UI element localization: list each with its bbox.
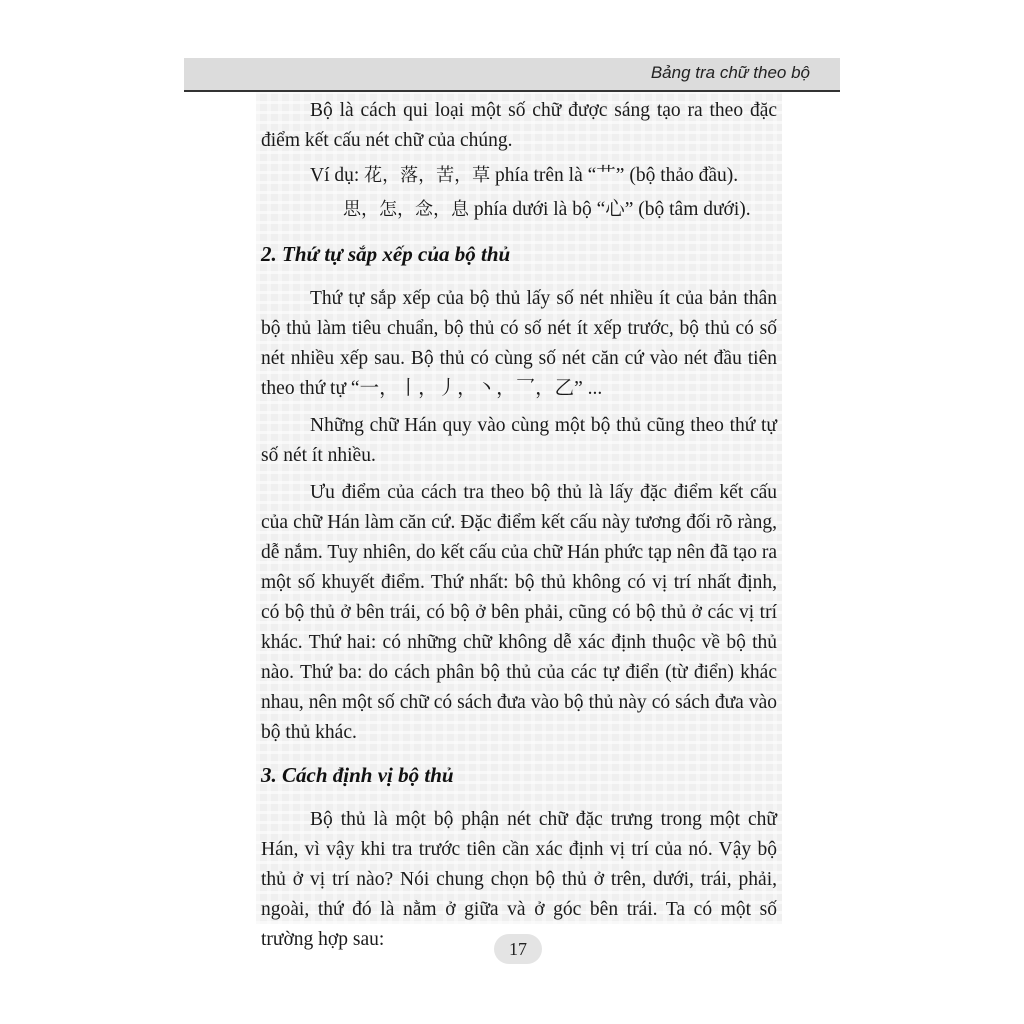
running-header-title: Bảng tra chữ theo bộ — [650, 63, 810, 82]
example-2-text: phía dưới là bộ “心” (bộ tâm dưới). — [469, 199, 751, 220]
section-2-paragraph-2: Những chữ Hán quy vào cùng một bộ thủ cũng theo thứ tự số nét ít nhiều. — [261, 415, 777, 466]
page-number: 17 — [494, 934, 542, 964]
example-1-text: phía trên là “艹” (bộ thảo đầu). — [490, 165, 739, 186]
section-3-heading: 3. Cách định vị bộ thủ — [261, 763, 454, 787]
example-1-prefix: Ví dụ: — [310, 165, 365, 186]
example-1-characters: 花，落，苦，草 — [364, 165, 491, 186]
example-line-2 — [261, 193, 777, 227]
section-3-paragraph: Bộ thủ là một bộ phận nét chữ đặc trưng trong một chữ Hán, vì vậy khi tra trước tiên cần xác định vị trí của nó. Vậy bộ thủ ở vị trí nào? Nói chung chọn bộ thủ ở trên, dưới, trái, phải, ngoài, thứ đó là nằm ở giữa và ở góc bên trái. Ta có một số trường hợp sau: — [261, 809, 777, 950]
running-header — [184, 58, 840, 92]
section-2-heading: 2. Thứ tự sắp xếp của bộ thủ — [261, 242, 511, 266]
intro-paragraph: Bộ là cách qui loại một số chữ được sáng tạo ra theo đặc điểm kết cấu nét chữ của chúng. — [261, 100, 777, 151]
section-2-paragraph-3: Ưu điểm của cách tra theo bộ thủ là lấy đặc điểm kết cấu của chữ Hán làm căn cứ. Đặc điểm kết cấu này tương đối rõ ràng, dễ nắm. Tuy nhiên, do kết cấu của chữ Hán phức tạp nên đã tạo ra một số khuyết điểm. Thứ nhất: bộ thủ không có vị trí nhất định, có bộ thủ ở bên trái, có bộ ở bên phải, cũng có bộ thủ ở các vị trí khác. Thứ hai: có những chữ không dễ xác định thuộc về bộ thủ nào. Thứ ba: do cách phân bộ thủ của các tự điển (từ điển) khác nhau, nên một số chữ có sách đưa vào bộ thủ này có sách đưa vào bộ thủ khác. — [261, 482, 777, 743]
section-2-paragraph-1: Thứ tự sắp xếp của bộ thủ lấy số nét nhiều ít của bản thân bộ thủ làm tiêu chuẩn, bộ thủ có số nét ít xếp trước, bộ thủ có số nét nhiều xếp sau. Bộ thủ có cùng số nét căn cứ vào nét đầu tiên theo thứ tự “一，丨，丿，丶，乛，乙” ... — [261, 288, 777, 399]
example-line-1 — [261, 159, 777, 193]
example-2-characters: 思，怎，念，息 — [343, 199, 469, 220]
page-body — [261, 96, 777, 962]
